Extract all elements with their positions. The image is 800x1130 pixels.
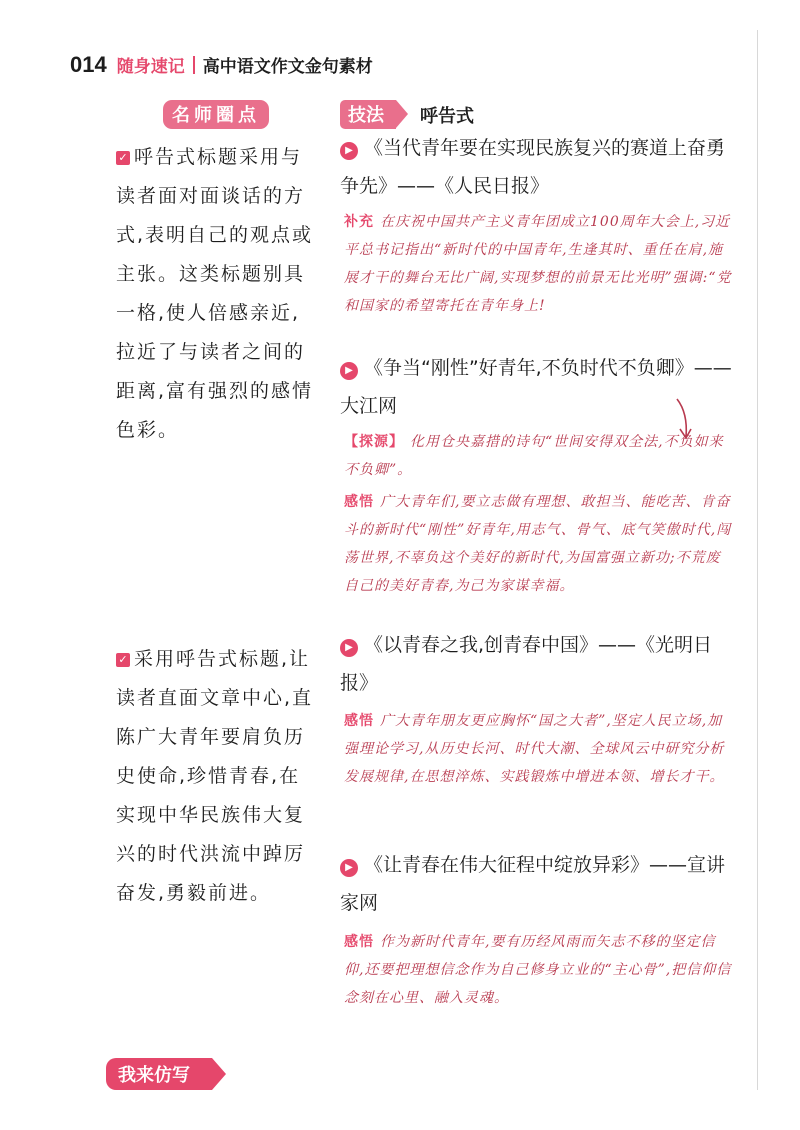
headline-text: 《让青春在伟大征程中绽放异彩》——宣讲家网: [340, 854, 726, 914]
note-text: 化用仓央嘉措的诗句“世间安得双全法,不负如来不负卿”。: [344, 434, 724, 478]
headline-text: 《以青春之我,创青春中国》——《光明日报》: [340, 634, 713, 694]
commentary-text: 呼告式标题采用与读者面对面谈话的方式,表明自己的观点或主张。这类标题别具一格,使人倍感亲近,拉近了与读者之间的距离,富有强烈的感情色彩。: [116, 146, 314, 441]
page-header: [70, 52, 373, 78]
practice-label: 我来仿写: [106, 1058, 212, 1090]
page-number: 014: [70, 52, 107, 77]
technique-name: 呼告式: [420, 105, 474, 127]
note-tag: 补充: [344, 214, 374, 230]
page-edge-rule: [757, 30, 758, 1090]
handwritten-note: [344, 428, 734, 484]
commentary-text: 采用呼告式标题,让读者直面文章中心,直陈广大青年要肩负历史使命,珍惜青春,在实现中华民族伟大复兴的时代洪流中踔厉奋发,勇毅前进。: [116, 648, 314, 904]
note-tag: 感悟: [344, 494, 374, 510]
checkbox-icon: ✓: [116, 151, 130, 165]
play-bullet-icon: ▶: [340, 142, 358, 160]
handwritten-note: [344, 488, 734, 600]
headline-text: 《争当“刚性”好青年,不负时代不负卿》——大江网: [340, 357, 732, 417]
header-divider: [193, 56, 195, 74]
note-text: 广大青年朋友更应胸怀“国之大者”,坚定人民立场,加强理论学习,从历史长河、时代大潮、全球风云中研究分析发展规律,在思想淬炼、实践锻炼中增进本领、增长才干。: [344, 713, 725, 785]
commentary-note: [116, 138, 316, 450]
play-bullet-icon: ▶: [340, 859, 358, 877]
checkbox-icon: ✓: [116, 653, 130, 667]
headline-entry: [340, 129, 740, 205]
technique-badge: 技法: [340, 100, 396, 129]
headline-text: 《当代青年要在实现民族复兴的赛道上奋勇争先》——《人民日报》: [340, 137, 726, 197]
handwritten-note: [344, 928, 734, 1012]
note-tag: 【探源】: [344, 434, 404, 450]
series-label: 随身速记: [116, 57, 185, 77]
technique-heading: [340, 100, 474, 129]
play-bullet-icon: ▶: [340, 362, 358, 380]
note-tag: 感悟: [344, 713, 374, 729]
note-tag: 感悟: [344, 934, 374, 950]
headline-entry: [340, 846, 740, 922]
headline-entry: [340, 626, 740, 702]
note-text: 在庆祝中国共产主义青年团成立100周年大会上,习近平总书记指出“新时代的中国青年,生逢其时、重任在肩,施展才干的舞台无比广阔,实现梦想的前景无比光明”强调:“党和国家的希望寄托在青年身上!: [344, 214, 732, 314]
left-column-heading: 名师圈点: [163, 100, 269, 129]
commentary-note: [116, 640, 316, 913]
book-title: 高中语文作文金句素材: [202, 57, 373, 77]
note-text: 作为新时代青年,要有历经风雨而矢志不移的坚定信仰,还要把理想信念作为自己修身立业的“主心骨”,把信仰信念刻在心里、融入灵魂。: [344, 934, 732, 1006]
play-bullet-icon: ▶: [340, 639, 358, 657]
handwritten-note: [344, 208, 734, 320]
handwritten-note: [344, 707, 734, 791]
note-text: 广大青年们,要立志做有理想、敢担当、能吃苦、肯奋斗的新时代“刚性”好青年,用志气、骨气、底气笑傲时代,闯荡世界,不辜负这个美好的新时代,为国富强立新功;不荒废自己的美好青春,为己为家谋幸福。: [344, 494, 732, 594]
